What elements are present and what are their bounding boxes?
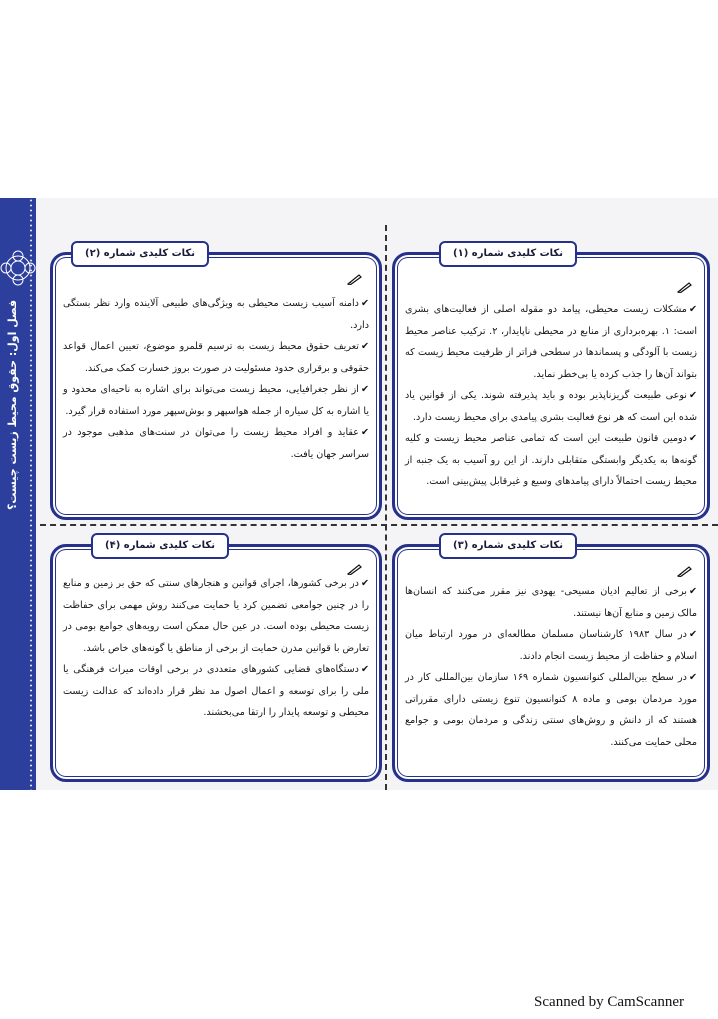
checkmark-icon: ✔ bbox=[688, 433, 697, 444]
key-point: ✔در برخی کشورها، اجرای قوانین و هنجارهای سنتی که حق بر زمین و منابع را در چنین جوامعی تضمین کرد یا حمایت می‌کنند روش مهمی برای حفاظت زیست محیطی بوده است. در عین حال ممکن است رویه‌های جوامع بومی در تعارض با قوانین مدرن حمایت از برخی از مناطق یا گونه‌های خاص باشد. bbox=[63, 578, 369, 654]
key-point: ✔دامنه آسیب زیست محیطی به ویژگی‌های طبیعی آلاینده وارد نظر بستگی دارد. bbox=[63, 298, 369, 331]
vertical-cut-line bbox=[385, 225, 387, 790]
key-points-panel-4 bbox=[50, 540, 382, 782]
pen-icon bbox=[677, 281, 693, 293]
checkmark-icon: ✔ bbox=[360, 384, 369, 395]
key-point: ✔در سطح بین‌المللی کنوانسیون شماره ۱۶۹ سازمان بین‌المللی کار در مورد مردمان بومی و ماده ۸ کنوانسیون تنوع زیستی دارای مقرراتی هستند که از دانش و روش‌های سنتی زندگی و مردمان بومی و جوامع محلی حمایت می‌کنند. bbox=[405, 672, 698, 748]
key-points-panel-1 bbox=[392, 248, 710, 520]
checkmark-icon: ✔ bbox=[688, 304, 697, 315]
key-point: ✔مشکلات زیست محیطی، پیامد دو مقوله اصلی از فعالیت‌های بشری است: ۱. بهره‌برداری از منابع در محیطی ناپایدار، ۲. ترکیب عناصر محیط زیست با آلودگی و پسماندها در سطحی فراتر از ظرفیت محیط زیست که بتواند آن‌ها را جذب کرده یا بی‌خطر نماید. bbox=[405, 304, 698, 380]
panel-body-3 bbox=[405, 581, 697, 771]
checkmark-icon: ✔ bbox=[688, 390, 697, 401]
key-points-panel-2 bbox=[50, 248, 382, 520]
checkmark-icon: ✔ bbox=[688, 672, 698, 683]
pen-icon bbox=[347, 273, 363, 285]
checkmark-icon: ✔ bbox=[688, 586, 697, 597]
panel-body-1 bbox=[405, 299, 697, 511]
panel-title-3: نکات کلیدی شماره (۳) bbox=[439, 533, 577, 559]
checkmark-icon: ✔ bbox=[360, 427, 369, 438]
checkmark-icon: ✔ bbox=[360, 298, 369, 309]
key-point: ✔تعریف حقوق محیط زیست به ترسیم قلمرو موضوع، تعیین اعمال قواعد حقوقی و برقراری حدود مسئولیت در صورت بروز خسارت کمک می‌کند. bbox=[63, 341, 369, 374]
checkmark-icon: ✔ bbox=[360, 578, 369, 589]
panel-title-2: نکات کلیدی شماره (۲) bbox=[71, 241, 209, 267]
panel-body-4 bbox=[63, 573, 369, 771]
checkmark-icon: ✔ bbox=[360, 664, 369, 675]
panel-body-2 bbox=[63, 293, 369, 511]
key-point: ✔از نظر جغرافیایی، محیط زیست می‌تواند برای اشاره به ناحیه‌ای محدود و یا اشاره به کل سیاره از جمله هواسپهر و بوش‌سپهر مورد استفاده قرار گیرد. bbox=[63, 384, 369, 417]
checkmark-icon: ✔ bbox=[688, 629, 697, 640]
key-point: ✔عقاید و افراد محیط زیست را می‌توان در سنت‌های مذهبی موجود در سراسر جهان یافت. bbox=[63, 427, 369, 460]
panel-title-4: نکات کلیدی شماره (۴) bbox=[91, 533, 229, 559]
checkmark-icon: ✔ bbox=[360, 341, 369, 352]
horizontal-cut-line bbox=[40, 524, 718, 526]
key-point: ✔دستگاه‌های قضایی کشورهای متعددی در برخی اوقات میراث فرهنگی یا ملی را برای توسعه و اعمال اصول مد نظر قرار داده‌اند که عدالت زیست محیطی و توسعه پایدار را ارتقا می‌بخشند. bbox=[63, 664, 369, 718]
chapter-title: فصل اول: حقوق محیط زیست چیست؟ bbox=[6, 300, 19, 511]
key-point: ✔دومین قانون طبیعت این است که تمامی عناصر محیط زیست و کلیه گونه‌ها به یکدیگر وابستگی متقابلی دارند. از این رو آسیب به یک جنبه از محیط زیست احتمالاً دارای پیامدهای وسیع و غیرقابل پیش‌بینی است. bbox=[405, 433, 697, 487]
key-point: ✔نوعی طبیعت گریزناپذیر بوده و باید پذیرفته شوند. یکی از قوانین یاد شده این است که هر نوع فعالیت بشری پیامدی برای محیط زیست دارد. bbox=[405, 390, 697, 423]
panel-title-1: نکات کلیدی شماره (۱) bbox=[439, 241, 577, 267]
key-point: ✔در سال ۱۹۸۳ کارشناسان مسلمان مطالعه‌ای در مورد ارتباط میان اسلام و حفاظت از محیط زیست انجام دادند. bbox=[405, 629, 697, 662]
scanner-watermark: Scanned by CamScanner bbox=[534, 994, 684, 1010]
key-point: ✔برخی از تعالیم ادیان مسیحی- یهودی نیز مقرر می‌کنند که انسان‌ها مالک زمین و منابع آن‌ها نیستند. bbox=[405, 586, 697, 619]
key-points-panel-3 bbox=[392, 540, 710, 782]
pen-icon bbox=[677, 565, 693, 577]
